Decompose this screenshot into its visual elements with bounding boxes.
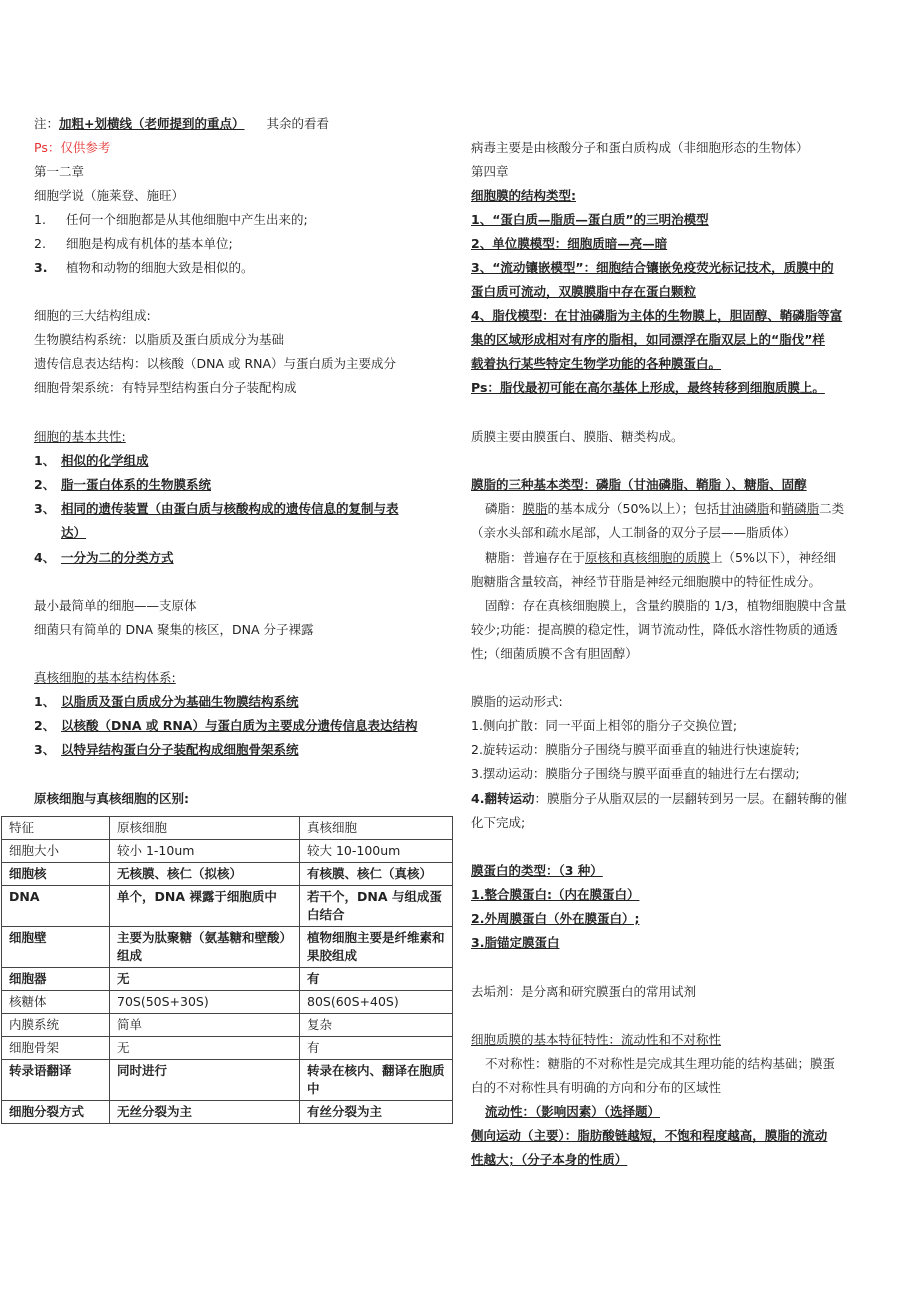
table-cell: 有核膜、核仁（真核） — [300, 863, 453, 886]
table-cell: 原核细胞 — [110, 817, 300, 840]
table-cell: 核糖体 — [2, 991, 110, 1014]
table-cell: 细胞大小 — [2, 840, 110, 863]
table-cell: 内膜系统 — [2, 1014, 110, 1037]
fluidity-line: 流动性：（影响因素）（选择题） — [485, 1104, 661, 1119]
common-title: 细胞的基本共性: — [34, 429, 126, 444]
detergent-note: 去垢剂：是分离和研究膜蛋白的常用试剂 — [471, 984, 697, 999]
table-cell: 主要为肽聚糖（氨基糖和壁酸）组成 — [110, 927, 300, 968]
table-header-row — [2, 817, 453, 840]
note-emphasis: 加粗+划横线（老师提到的重点） — [59, 116, 245, 131]
motion-item: 2.旋转运动：膜脂分子围绕与膜平面垂直的轴进行快速旋转; — [471, 742, 800, 757]
table-cell: 细胞核 — [2, 863, 110, 886]
motion-item: 4.翻转运动：膜脂分子从脂双层的一层翻转到另一层。在翻转酶的催 — [471, 791, 847, 806]
model-item-continued: 集的区域形成相对有序的脂相，如同漂浮在脂双层上的“脂伐”样 — [471, 332, 825, 347]
table-cell: 特征 — [2, 817, 110, 840]
model-item: 2、单位膜模型：细胞质暗—亮—暗 — [471, 236, 668, 251]
list-item-continued: 达） — [61, 525, 87, 540]
table-cell: 有 — [300, 1037, 453, 1060]
features-title: 细胞质膜的基本特征特性：流动性和不对称性 — [471, 1032, 722, 1047]
phospholipid-line-2: （亲水头部和疏水尾部，人工制备的双分子层——脂质体） — [471, 525, 797, 540]
motion-item-continued: 化下完成; — [471, 815, 526, 830]
table-cell: 同时进行 — [110, 1060, 300, 1101]
table-cell: 细胞器 — [2, 968, 110, 991]
glycolipid-line: 糖脂：普遍存在于原核和真核细胞的质膜上（5%以下），神经细 — [485, 550, 837, 565]
list-item: 3. 植物和动物的细胞大致是相似的。 — [34, 260, 254, 275]
bacteria-note: 细菌只有简单的 DNA 聚集的核区，DNA 分子裸露 — [34, 622, 314, 637]
table-cell: 单个，DNA 裸露于细胞质中 — [110, 886, 300, 927]
table-row — [2, 840, 453, 863]
table-cell: 简单 — [110, 1014, 300, 1037]
model-item: 1、“蛋白质—脂质—蛋白质”的三明治模型 — [471, 212, 709, 227]
list-item: 1、 相似的化学组成 — [34, 453, 149, 468]
three-systems-title: 细胞的三大结构组成: — [34, 308, 151, 323]
virus-note: 病毒主要是由核酸分子和蛋白质构成（非细胞形态的生物体） — [471, 140, 809, 155]
sterol-line-3: 性;（细菌质膜不含有胆固醇） — [471, 646, 638, 661]
plasma-composition: 质膜主要由膜蛋白、膜脂、糖类构成。 — [471, 429, 684, 444]
table-cell: 转录语翻译 — [2, 1060, 110, 1101]
note-line — [34, 115, 329, 133]
list-item: 2、 脂一蛋白体系的生物膜系统 — [34, 477, 212, 492]
table-row — [2, 927, 453, 968]
model-item: 4、脂伐模型：在甘油磷脂为主体的生物膜上，胆固醇、鞘磷脂等富 — [471, 308, 843, 323]
protein-item: 3.脂锚定膜蛋白 — [471, 935, 560, 950]
glycolipid-line-2: 胞糖脂含量较高，神经节苷脂是神经元细胞膜中的特征性成分。 — [471, 574, 822, 589]
sterol-line: 固醇：存在真核细胞膜上，含量约膜脂的 1/3，植物细胞膜中含量 — [485, 598, 847, 613]
table-cell: DNA — [2, 886, 110, 927]
table-cell: 无 — [110, 1037, 300, 1060]
table-row — [2, 991, 453, 1014]
list-item: 2. 细胞是构成有机体的基本单位; — [34, 236, 233, 251]
list-item: 遗传信息表达结构：以核酸（DNA 或 RNA）与蛋白质为主要成分 — [34, 356, 397, 371]
note-prefix: 注： — [34, 116, 60, 131]
list-item: 1、 以脂质及蛋白质成分为基础生物膜结构系统 — [34, 694, 299, 709]
table-cell: 若干个，DNA 与组成蛋白结合 — [300, 886, 453, 927]
table-cell: 无丝分裂为主 — [110, 1101, 300, 1124]
list-item: 生物膜结构系统：以脂质及蛋白质成分为基础 — [34, 332, 285, 347]
list-item: 1. 任何一个细胞都是从其他细胞中产生出来的; — [34, 212, 308, 227]
protein-item: 1.整合膜蛋白:（内在膜蛋白） — [471, 887, 640, 902]
list-item: 2、 以核酸（DNA 或 RNA）与蛋白质为主要成分遗传信息表达结构 — [34, 718, 418, 733]
table-row — [2, 968, 453, 991]
model-item-continued: 载着执行某些特定生物学功能的各种膜蛋白。 — [471, 356, 722, 371]
table-cell: 复杂 — [300, 1014, 453, 1037]
model-item-continued: 蛋白质可流动，双膜膜脂中存在蛋白颗粒 — [471, 284, 697, 299]
table-cell: 无核膜、核仁（拟核） — [110, 863, 300, 886]
lateral-line-2: 性越大；（分子本身的性质） — [471, 1152, 628, 1167]
table-row — [2, 886, 453, 927]
table-cell: 真核细胞 — [300, 817, 453, 840]
model-ps: Ps：脂伐最初可能在高尔基体上形成，最终转移到细胞质膜上。 — [471, 380, 825, 395]
table-cell: 细胞分裂方式 — [2, 1101, 110, 1124]
proteins-title: 膜蛋白的类型：（3 种） — [471, 863, 603, 878]
chapter-heading: 第四章 — [471, 164, 509, 179]
table-cell: 有 — [300, 968, 453, 991]
protein-item: 2.外周膜蛋白（外在膜蛋白）; — [471, 911, 640, 926]
note-rest: 其余的看看 — [266, 116, 330, 131]
table-row — [2, 1037, 453, 1060]
table-row — [2, 1101, 453, 1124]
cell-theory-title: 细胞学说（施莱登、施旺） — [34, 188, 185, 203]
asymmetry-line: 不对称性：糖脂的不对称性是完成其生理功能的结构基础；膜蛋 — [485, 1056, 836, 1071]
sterol-line-2: 较少;功能：提高膜的稳定性，调节流动性，降低水溶性物质的通透 — [471, 622, 838, 637]
table-cell: 植物细胞主要是纤维素和果胶组成 — [300, 927, 453, 968]
table-cell: 70S(50S+30S) — [110, 991, 300, 1014]
table-cell: 80S(60S+40S) — [300, 991, 453, 1014]
table-row — [2, 1014, 453, 1037]
table-cell: 转录在核内、翻译在胞质中 — [300, 1060, 453, 1101]
ps-note: Ps：仅供参考 — [34, 140, 111, 155]
table-cell: 细胞壁 — [2, 927, 110, 968]
comparison-table — [1, 816, 453, 1124]
table-row — [2, 1060, 453, 1101]
membrane-models-title: 细胞膜的结构类型: — [471, 188, 576, 203]
list-item: 4、 一分为二的分类方式 — [34, 550, 174, 565]
motion-title: 膜脂的运动形式: — [471, 694, 563, 709]
simplest-cell: 最小最简单的细胞——支原体 — [34, 598, 197, 613]
lateral-line: 侧向运动（主要）：脂肪酸链越短，不饱和程度越高，膜脂的流动 — [471, 1128, 828, 1143]
motion-item: 1.侧向扩散：同一平面上相邻的脂分子交换位置; — [471, 718, 738, 733]
motion-item: 3.摆动运动：膜脂分子围绕与膜平面垂直的轴进行左右摆动; — [471, 766, 800, 781]
table-cell: 细胞骨架 — [2, 1037, 110, 1060]
list-item: 3、 以特异结构蛋白分子装配构成细胞骨架系统 — [34, 742, 299, 757]
table-row — [2, 863, 453, 886]
list-item: 3、 相同的遗传装置（由蛋白质与核酸构成的遗传信息的复制与表 — [34, 501, 399, 516]
chapter-heading: 第一二章 — [34, 164, 85, 179]
phospholipid-line: 磷脂：膜脂的基本成分（50%以上）；包括甘油磷脂和鞘磷脂二类 — [485, 501, 845, 516]
asymmetry-line-2: 白的不对称性具有明确的方向和分布的区域性 — [471, 1080, 722, 1095]
table-cell: 较小 1-10um — [110, 840, 300, 863]
list-item: 细胞骨架系统：有特异型结构蛋白分子装配构成 — [34, 380, 297, 395]
model-item: 3、“流动镶嵌模型”：细胞结合镶嵌免疫荧光标记技术，质膜中的 — [471, 260, 834, 275]
table-cell: 有丝分裂为主 — [300, 1101, 453, 1124]
table-cell: 较大 10-100um — [300, 840, 453, 863]
lipids-title: 膜脂的三种基本类型：磷脂（甘油磷脂、鞘脂 ）、糖脂、固醇 — [471, 477, 807, 492]
compare-title: 原核细胞与真核细胞的区别: — [34, 791, 189, 806]
eukaryote-title: 真核细胞的基本结构体系: — [34, 670, 176, 685]
table-cell: 无 — [110, 968, 300, 991]
